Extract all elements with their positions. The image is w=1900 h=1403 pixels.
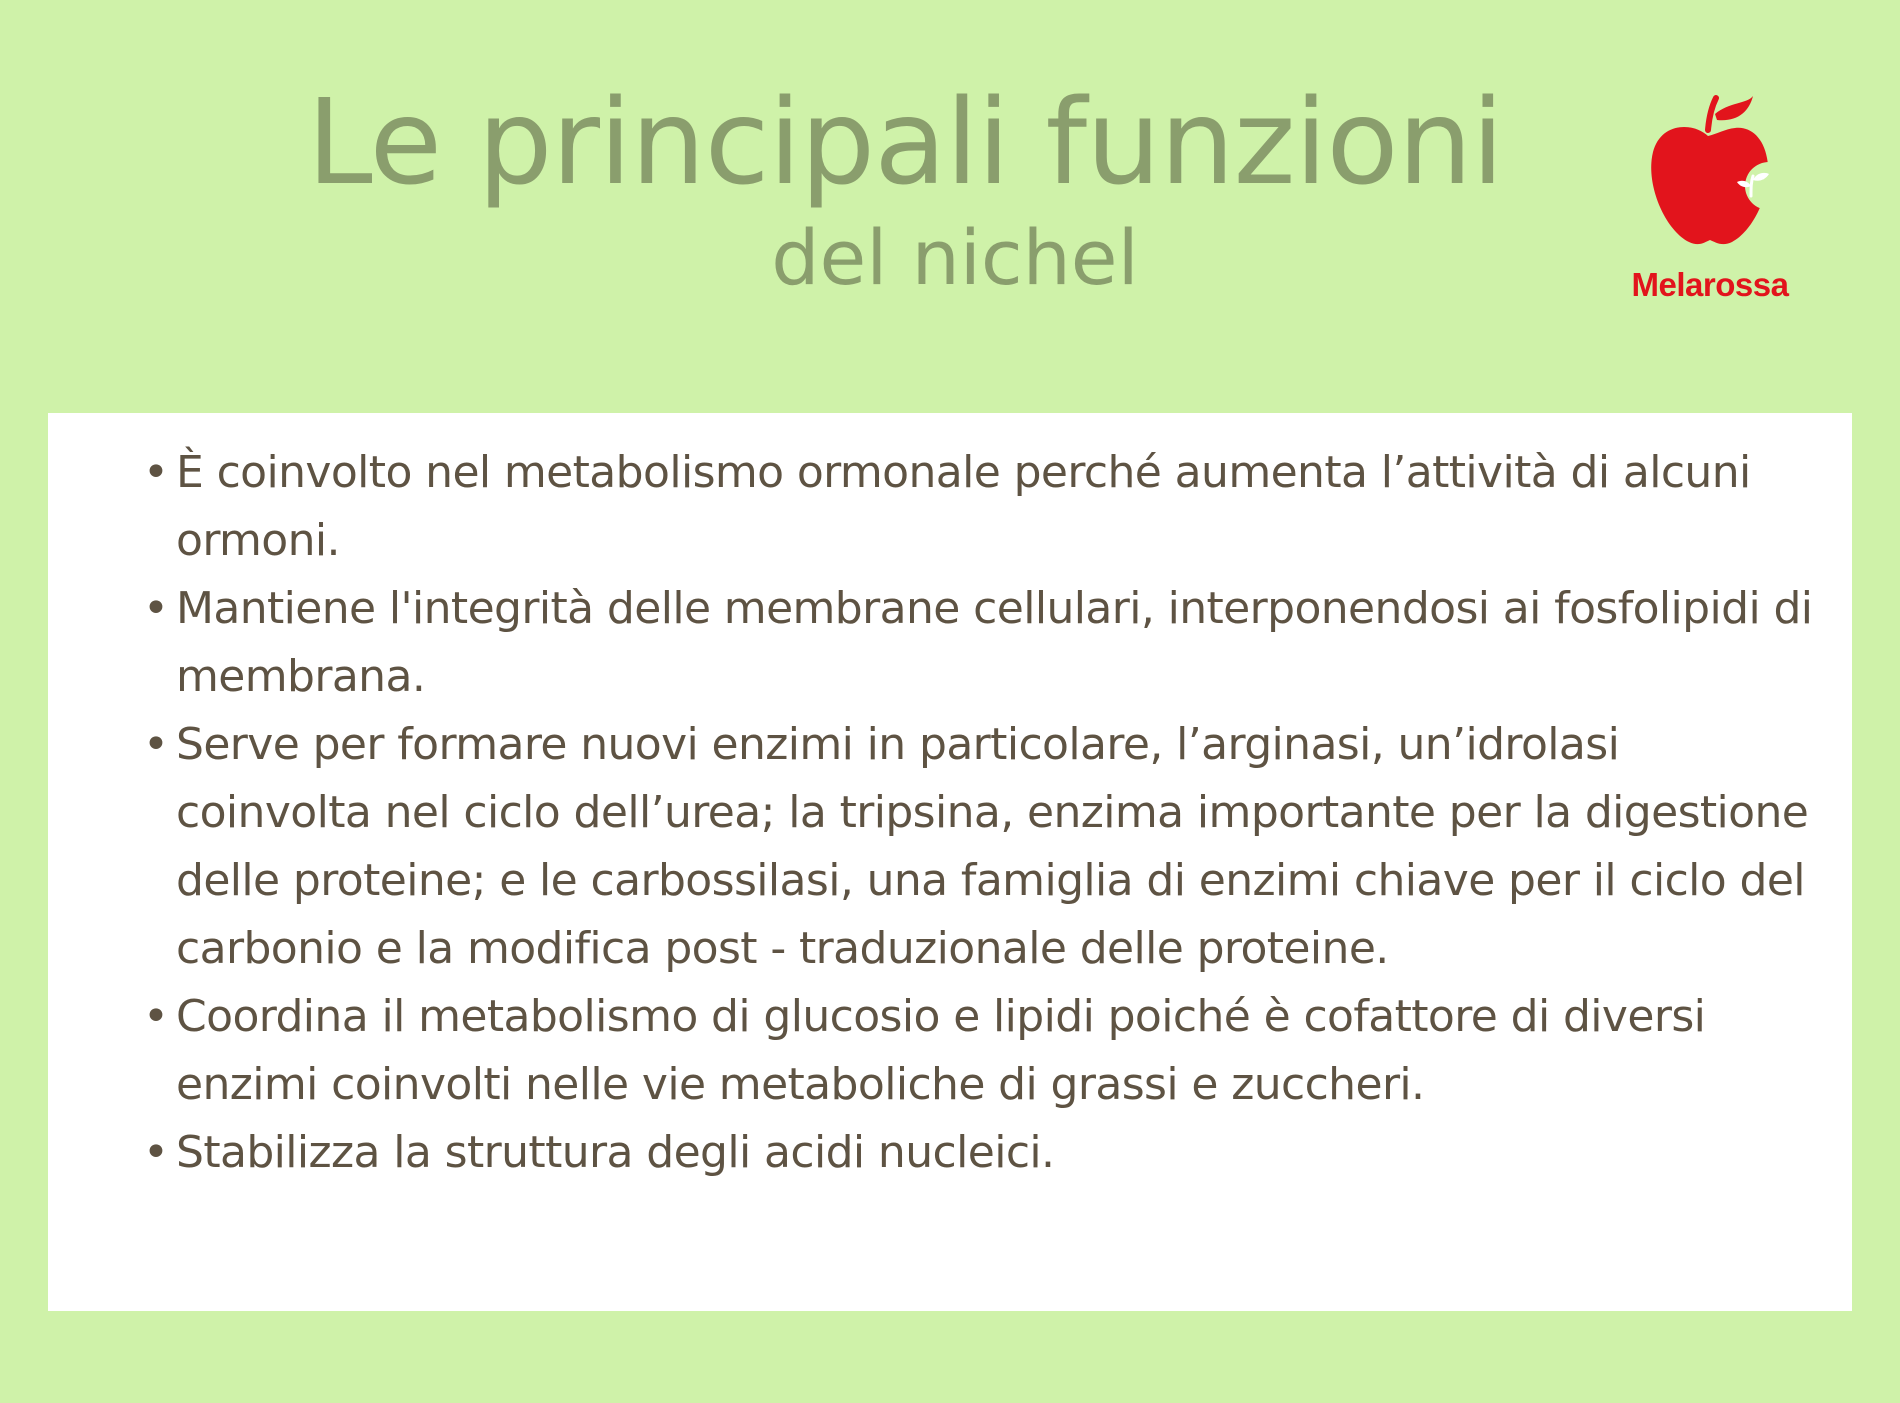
list-item: • Serve per formare nuovi enzimi in particolare, l’arginasi, un’idrolasi coinvolta nel ciclo dell’urea; la tripsina, enzima importante per la digestione delle proteine; e le carbossilasi, una famiglia di enzimi chiave per il ciclo del carbonio e la modifica post - traduzionale delle proteine. [141,711,1821,983]
list-item: • Coordina il metabolismo di glucosio e lipidi poiché è cofattore di diversi enzimi coinvolti nelle vie metaboliche di grassi e zuccheri. [141,983,1821,1119]
list-item: • Stabilizza la struttura degli acidi nucleici. [141,1119,1821,1187]
list-item: • È coinvolto nel metabolismo ormonale perché aumenta l’attività di alcuni ormoni. [141,439,1821,575]
brand-name: Melarossa [1631,266,1789,303]
functions-list [141,439,1821,1187]
page-subtitle: del nichel [771,213,1139,302]
list-item: • Mantiene l'integrità delle membrane cellulari, interponendosi ai fosfolipidi di membrana. [141,575,1821,711]
content-card [48,413,1852,1311]
brand-logo [1610,92,1810,312]
apple-icon [1645,92,1775,252]
page-title: Le principali funzioni [306,73,1504,211]
